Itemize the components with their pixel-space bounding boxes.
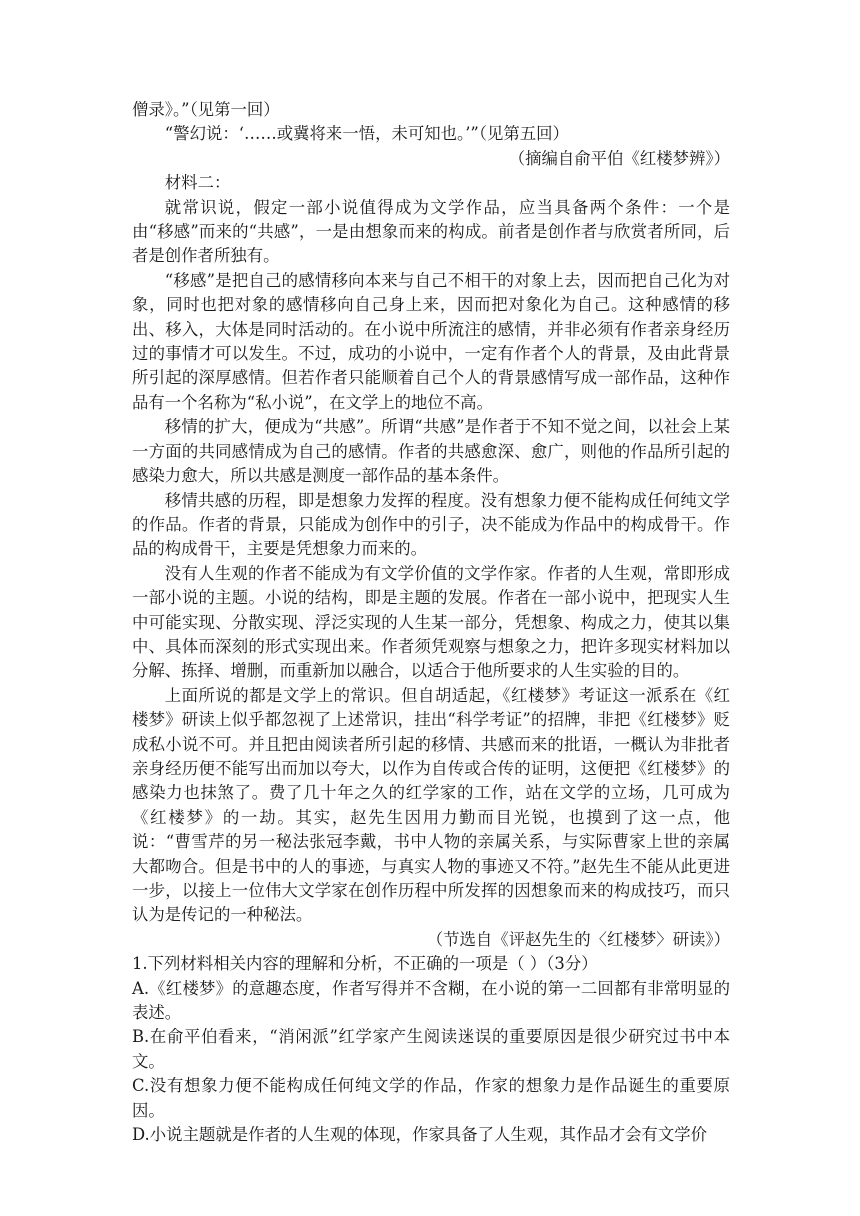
document-page [132,98,730,1147]
intro-line-1: 僧录》。”（见第一回） [132,100,280,119]
paragraph-1: 就常识说，假定一部小说值得成为文学作品，应当具备两个条件：一个是由“移感”而来的“共感”，一是由想象而来的构成。前者是创作者与欣赏者所同，后者是创作者所独有。 [132,197,730,266]
option-c: C.没有想象力便不能构成任何纯文学的作品，作家的想象力是作品诞生的重要原因。 [132,1076,730,1120]
option-b: B.在俞平伯看来，“消闲派”红学家产生阅读迷误的重要原因是很少研究过书中本文。 [132,1027,730,1071]
material-2-heading: 材料二： [164,173,231,193]
source-citation-1: （摘编自俞平伯《红楼梦辨》） [508,148,730,168]
paragraph-6: 上面所说的都是文学上的常识。但自胡适起，《红楼梦》考证这一派系在《红楼梦》研读上似乎都忽视了上述常识，挂出“科学考证”的招牌，非把《红楼梦》贬成私小说不可。并且把由阅读者所引起的移情、共感而来的批语，一概认为非批者亲身经历便不能写出而加以夸大，以作为自传或合传的证明，这便把《红楼梦》的感染力也抹煞了。费了几十年之久的红学家的工作，站在文学的立场，几可成为《红楼梦》的一劫。其实，赵先生因用力勤而目光锐，也摸到了这一点，他说：“曹雪芹的另一秘法张冠李戴，书中人物的亲属关系，与实际曹家上世的亲属大都吻合。但是书中的人的事迹，与真实人物的事迹又不符。”赵先生不能从此更进一步，以接上一位伟大文学家在创作历程中所发挥的因想象而来的构成技巧，而只认为是传记的一种秘法。 [132,685,730,925]
paragraph-4: 移情共感的历程，即是想象力发挥的程度。没有想象力便不能构成任何纯文学的作品。作者的背景，只能成为创作中的引子，决不能成为作品中的构成骨干。作品的构成骨干，主要是凭想象力而来的。 [132,490,730,559]
paragraph-2: “移感”是把自己的感情移向本来与自己不相干的对象上去，因而把自己化为对象，同时也把对象的感情移向自己身上来，因而把对象化为自己。这种感情的移出、移入，大体是同时活动的。在小说中所流注的感情，并非必须有作者亲身经历过的事情才可以发生。不过，成功的小说中，一定有作者个人的背景，及由此背景所引起的深厚感情。但若作者只能顺着自己个人的背景感情写成一部作品，这种作品有一个名称为“私小说”，在文学上的地位不高。 [132,270,730,412]
source-citation-2: （节选自《评赵先生的〈红楼梦〉研读》） [426,929,730,949]
question-stem: 1.下列材料相关内容的理解和分析，不正确的一项是（ ）（3分） [132,954,598,974]
paragraph-3: 移情的扩大，便成为“共感”。所谓“共感”是作者于不知不觉之间，以社会上某一方面的共同感情成为自己的感情。作者的共感愈深、愈广，则他的作品所引起的感染力愈大，所以共感是测度一部作品的基本条件。 [132,417,730,486]
intro-line-2: “警幻说：‘……或冀将来一悟，未可知也。’”（见第五回） [164,124,569,144]
paragraph-5: 没有人生观的作者不能成为有文学价值的文学作家。作者的人生观，常即形成一部小说的主题。小说的结构，即是主题的发展。作者在一部小说中，把现实人生中可能实现、分散实现、浮泛实现的人生某一部分，凭想象、构成之力，使其以集中、具体而深刻的形式实现出来。作者须凭观察与想象之力，把许多现实材料加以分解、拣择、增删，而重新加以融合，以适合于他所要求的人生实验的目的。 [132,563,730,681]
option-a: A.《红楼梦》的意趣态度，作者写得并不含糊，在小说的第一二回都有非常明显的表述。 [132,978,730,1023]
option-d: D.小说主题就是作者的人生观的体现，作家具备了人生观，其作品才会有文学价 [132,1125,708,1145]
